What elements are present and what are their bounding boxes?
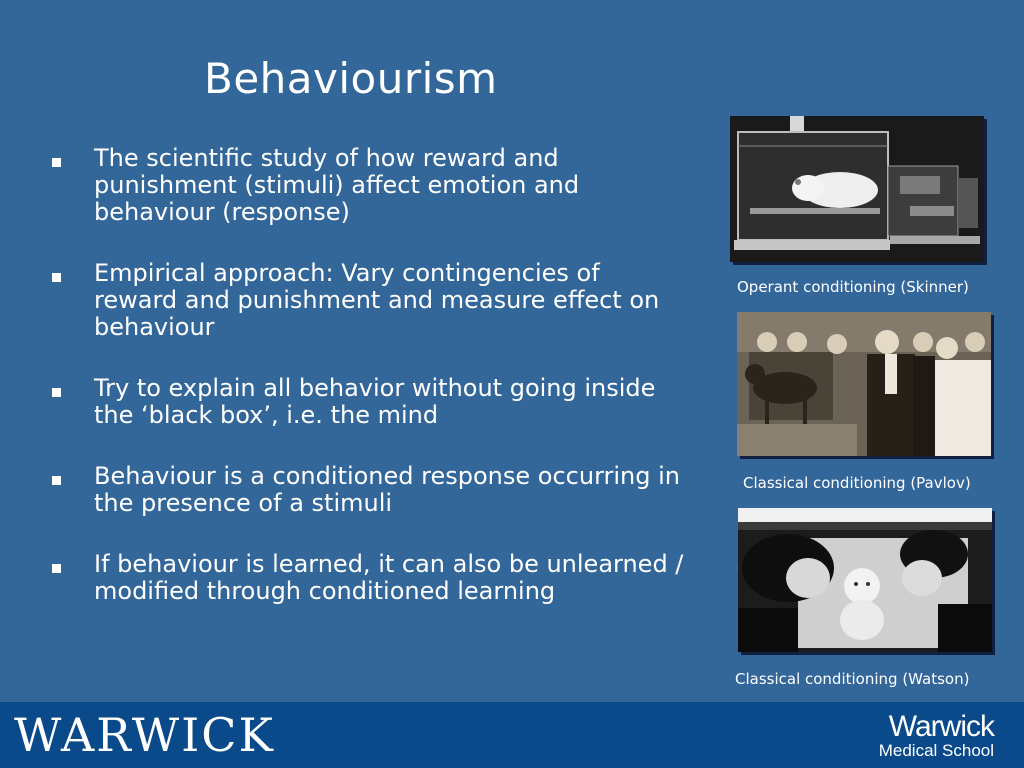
- square-bullet-icon: [52, 564, 61, 573]
- bullet-text: Behaviour is a conditioned response occurring in the presence of a stimuli: [94, 462, 680, 517]
- square-bullet-icon: [52, 273, 61, 282]
- warwick-medical-school-logo: [879, 712, 994, 759]
- logo-line-warwick: Warwick: [888, 710, 994, 743]
- bullet-item: [50, 145, 690, 226]
- slide-title: Behaviourism: [204, 54, 498, 103]
- bullet-text: The scientific study of how reward and punishment (stimuli) affect emotion and behaviour (response): [94, 144, 580, 226]
- skinner-box-photo: [730, 116, 984, 262]
- bullet-text: Try to explain all behavior without going inside the ‘black box’, i.e. the mind: [94, 374, 656, 429]
- square-bullet-icon: [52, 476, 61, 485]
- bullet-text: Empirical approach: Vary contingencies of reward and punishment and measure effect on behaviour: [94, 259, 660, 341]
- square-bullet-icon: [52, 388, 61, 397]
- bullet-item: [50, 463, 690, 517]
- pavlov-photo: [737, 312, 991, 456]
- bullet-item: [50, 551, 690, 605]
- figure-caption: Classical conditioning (Watson): [735, 670, 970, 688]
- watson-photo: [738, 508, 992, 652]
- pavlov-illustration: [737, 312, 991, 456]
- square-bullet-icon: [52, 158, 61, 167]
- bullet-list: [50, 145, 690, 639]
- figure-caption: Classical conditioning (Pavlov): [743, 474, 971, 492]
- bullet-item: [50, 375, 690, 429]
- watson-illustration: [738, 508, 992, 652]
- footer-bar: [0, 702, 1024, 768]
- bullet-item: [50, 260, 690, 341]
- logo-line-medical-school: Medical School: [878, 741, 994, 760]
- warwick-logo: WARWICK: [14, 708, 275, 762]
- skinner-box-illustration: [730, 116, 984, 262]
- bullet-text: If behaviour is learned, it can also be unlearned / modified through conditioned learning: [94, 550, 684, 605]
- figure-caption: Operant conditioning (Skinner): [737, 278, 969, 296]
